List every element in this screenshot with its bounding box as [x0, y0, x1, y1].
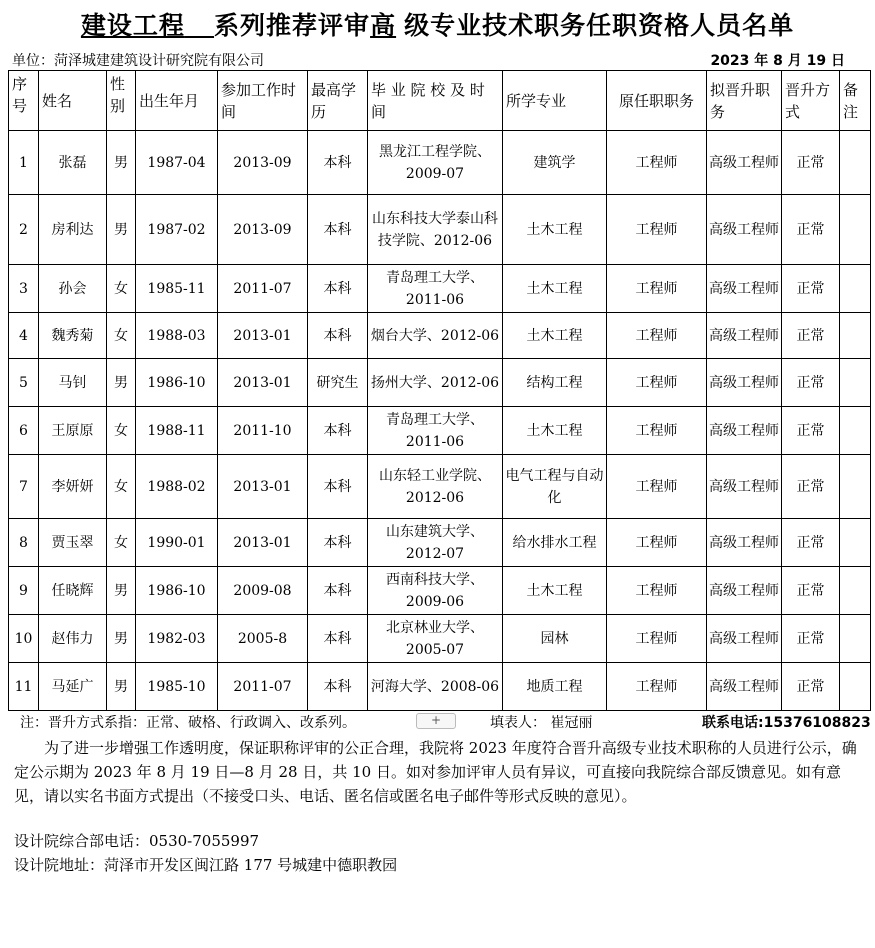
cell-work: 2013-09: [218, 131, 308, 195]
cell-work: 2011-10: [218, 407, 308, 455]
cell-birth: 1985-11: [136, 265, 218, 313]
table-header-row: [9, 71, 871, 131]
contact-phone-number: 联系电话:15376108823: [702, 715, 871, 731]
cell-sex: 女: [107, 455, 136, 519]
cell-target: 高级工程师: [707, 131, 782, 195]
cell-school: 山东轻工业学院、2012-06: [368, 455, 503, 519]
unit-label: 单位：菏泽城建建筑设计研究院有限公司: [12, 53, 264, 69]
cell-name: 马钊: [39, 359, 107, 407]
header-birth: 出生年月: [136, 71, 218, 131]
table-row: [9, 195, 871, 265]
cell-school: 山东建筑大学、2012-07: [368, 519, 503, 567]
cell-edu: 本科: [308, 195, 368, 265]
cell-orig: 工程师: [607, 615, 707, 663]
header-major: 所学专业: [503, 71, 607, 131]
cell-sex: 男: [107, 663, 136, 711]
date-label: 2023 年 8 月 19 日: [710, 53, 845, 69]
header-sex: 性别: [107, 71, 136, 131]
cell-target: 高级工程师: [707, 615, 782, 663]
cell-edu: 本科: [308, 313, 368, 359]
cell-no: 7: [9, 455, 39, 519]
cell-school: 烟台大学、2012-06: [368, 313, 503, 359]
cell-mode: 正常: [782, 455, 840, 519]
cell-edu: 本科: [308, 615, 368, 663]
candidate-table: [8, 70, 871, 711]
cell-sex: 男: [107, 359, 136, 407]
cell-birth: 1987-02: [136, 195, 218, 265]
cell-no: 6: [9, 407, 39, 455]
cell-edu: 本科: [308, 567, 368, 615]
cell-mode: 正常: [782, 407, 840, 455]
cell-note: [840, 313, 871, 359]
cell-school: 黑龙江工程学院、2009-07: [368, 131, 503, 195]
cell-work: 2013-01: [218, 313, 308, 359]
cell-school: 北京林业大学、2005-07: [368, 615, 503, 663]
cell-orig: 工程师: [607, 265, 707, 313]
cell-edu: 本科: [308, 131, 368, 195]
cell-work: 2005-8: [218, 615, 308, 663]
cell-name: 李妍妍: [39, 455, 107, 519]
cell-no: 3: [9, 265, 39, 313]
table-row: [9, 455, 871, 519]
cell-no: 9: [9, 567, 39, 615]
cell-work: 2011-07: [218, 265, 308, 313]
cell-target: 高级工程师: [707, 407, 782, 455]
cell-sex: 女: [107, 265, 136, 313]
cell-no: 8: [9, 519, 39, 567]
cell-note: [840, 663, 871, 711]
header-no: 序号: [9, 71, 39, 131]
cell-name: 马延广: [39, 663, 107, 711]
cell-school: 河海大学、2008-06: [368, 663, 503, 711]
cell-major: 电气工程与自动化: [503, 455, 607, 519]
cell-edu: 本科: [308, 455, 368, 519]
title-part-3: 高: [370, 11, 397, 40]
cell-note: [840, 407, 871, 455]
cell-birth: 1985-10: [136, 663, 218, 711]
announcement-paragraph: 为了进一步增强工作透明度，保证职称评审的公正合理，我院将 2023 年度符合晋升高级专业技术职称的人员进行公示，确定公示期为 2023 年 8 月 19 日—8 月 28 日，共 10 日。如对参加评审人员有异议，可直接向我院综合部反馈意见。如有意见，请以实名书面方式提出（不接受口头、电话、匿名信或匿名电子邮件等形式反映的意见）。: [14, 739, 857, 805]
cell-birth: 1988-03: [136, 313, 218, 359]
cell-mode: 正常: [782, 195, 840, 265]
cell-orig: 工程师: [607, 455, 707, 519]
cell-work: 2011-07: [218, 663, 308, 711]
cell-mode: 正常: [782, 131, 840, 195]
table-row: [9, 567, 871, 615]
cell-mode: 正常: [782, 615, 840, 663]
cell-birth: 1986-10: [136, 567, 218, 615]
cell-work: 2013-09: [218, 195, 308, 265]
cell-edu: 本科: [308, 407, 368, 455]
cell-no: 4: [9, 313, 39, 359]
table-row: [9, 615, 871, 663]
cell-orig: 工程师: [607, 313, 707, 359]
cell-major: 土木工程: [503, 407, 607, 455]
cell-edu: 本科: [308, 663, 368, 711]
cell-orig: 工程师: [607, 663, 707, 711]
title-part-1: 建设工程: [80, 11, 185, 40]
cell-note: [840, 567, 871, 615]
cell-target: 高级工程师: [707, 455, 782, 519]
cell-work: 2013-01: [218, 455, 308, 519]
cell-mode: 正常: [782, 519, 840, 567]
cell-target: 高级工程师: [707, 519, 782, 567]
cell-birth: 1990-01: [136, 519, 218, 567]
cell-school: 青岛理工大学、2011-06: [368, 265, 503, 313]
cell-name: 房利达: [39, 195, 107, 265]
cell-major: 土木工程: [503, 265, 607, 313]
cell-no: 5: [9, 359, 39, 407]
institute-address: 设计院地址：菏泽市开发区闽江路 177 号城建中德职教园: [14, 856, 398, 874]
cell-edu: 研究生: [308, 359, 368, 407]
cell-mode: 正常: [782, 313, 840, 359]
cell-birth: 1988-02: [136, 455, 218, 519]
cell-orig: 工程师: [607, 519, 707, 567]
header-edu: 最高学历: [308, 71, 368, 131]
cell-major: 结构工程: [503, 359, 607, 407]
cell-name: 任晓辉: [39, 567, 107, 615]
cell-birth: 1982-03: [136, 615, 218, 663]
table-row: [9, 407, 871, 455]
table-row: [9, 519, 871, 567]
cell-major: 土木工程: [503, 313, 607, 359]
cell-no: 1: [9, 131, 39, 195]
cell-major: 土木工程: [503, 195, 607, 265]
cell-major: 园林: [503, 615, 607, 663]
cell-sex: 女: [107, 407, 136, 455]
cell-mode: 正常: [782, 567, 840, 615]
cell-sex: 男: [107, 567, 136, 615]
cell-name: 王原原: [39, 407, 107, 455]
cell-school: 西南科技大学、2009-06: [368, 567, 503, 615]
cell-birth: 1986-10: [136, 359, 218, 407]
cell-mode: 正常: [782, 663, 840, 711]
cell-major: 建筑学: [503, 131, 607, 195]
cell-note: [840, 265, 871, 313]
header-note: 备注: [840, 71, 871, 131]
cell-school: 山东科技大学泰山科技学院、2012-06: [368, 195, 503, 265]
cell-major: 给水排水工程: [503, 519, 607, 567]
cell-note: [840, 519, 871, 567]
cell-sex: 男: [107, 195, 136, 265]
cell-target: 高级工程师: [707, 663, 782, 711]
cell-sex: 男: [107, 131, 136, 195]
promotion-mode-note: 注：晋升方式系指：正常、破格、行政调入、改系列。: [20, 715, 356, 731]
cell-mode: 正常: [782, 265, 840, 313]
cell-note: [840, 195, 871, 265]
cell-no: 11: [9, 663, 39, 711]
cell-target: 高级工程师: [707, 359, 782, 407]
cell-target: 高级工程师: [707, 195, 782, 265]
cell-name: 贾玉翠: [39, 519, 107, 567]
cell-orig: 工程师: [607, 567, 707, 615]
cell-work: 2013-01: [218, 359, 308, 407]
cell-major: 土木工程: [503, 567, 607, 615]
header-orig: 原任职职务: [607, 71, 707, 131]
cell-target: 高级工程师: [707, 567, 782, 615]
cell-note: [840, 455, 871, 519]
cell-edu: 本科: [308, 519, 368, 567]
header-work: 参加工作时间: [218, 71, 308, 131]
cell-orig: 工程师: [607, 359, 707, 407]
table-row: [9, 313, 871, 359]
table-row: [9, 359, 871, 407]
title-part-2: 系列推荐评审: [214, 11, 371, 40]
header-target: 拟晋升职务: [707, 71, 782, 131]
cell-target: 高级工程师: [707, 265, 782, 313]
cell-note: [840, 131, 871, 195]
cell-orig: 工程师: [607, 195, 707, 265]
cell-no: 10: [9, 615, 39, 663]
title-part-4: 级专业技术职务任职资格人员名单: [404, 11, 795, 40]
add-row-button[interactable]: +: [416, 713, 456, 729]
document-title: [0, 6, 875, 42]
title-gap: [185, 11, 214, 40]
header-name: 姓名: [39, 71, 107, 131]
header-mode: 晋升方式: [782, 71, 840, 131]
cell-sex: 男: [107, 615, 136, 663]
cell-work: 2013-01: [218, 519, 308, 567]
table-row: [9, 131, 871, 195]
cell-note: [840, 615, 871, 663]
cell-sex: 女: [107, 313, 136, 359]
cell-work: 2009-08: [218, 567, 308, 615]
table-row: [9, 663, 871, 711]
cell-sex: 女: [107, 519, 136, 567]
table-row: [9, 265, 871, 313]
cell-note: [840, 359, 871, 407]
cell-edu: 本科: [308, 265, 368, 313]
cell-school: 青岛理工大学、2011-06: [368, 407, 503, 455]
cell-name: 张磊: [39, 131, 107, 195]
cell-orig: 工程师: [607, 131, 707, 195]
cell-name: 孙会: [39, 265, 107, 313]
cell-birth: 1987-04: [136, 131, 218, 195]
cell-mode: 正常: [782, 359, 840, 407]
cell-orig: 工程师: [607, 407, 707, 455]
cell-major: 地质工程: [503, 663, 607, 711]
cell-school: 扬州大学、2012-06: [368, 359, 503, 407]
cell-target: 高级工程师: [707, 313, 782, 359]
header-school: 毕 业 院 校 及 时 间: [368, 71, 503, 131]
cell-name: 赵伟力: [39, 615, 107, 663]
form-filler: 填表人： 崔冠丽: [490, 715, 593, 731]
department-phone: 设计院综合部电话：0530-7055997: [14, 832, 260, 850]
cell-birth: 1988-11: [136, 407, 218, 455]
cell-name: 魏秀菊: [39, 313, 107, 359]
cell-no: 2: [9, 195, 39, 265]
